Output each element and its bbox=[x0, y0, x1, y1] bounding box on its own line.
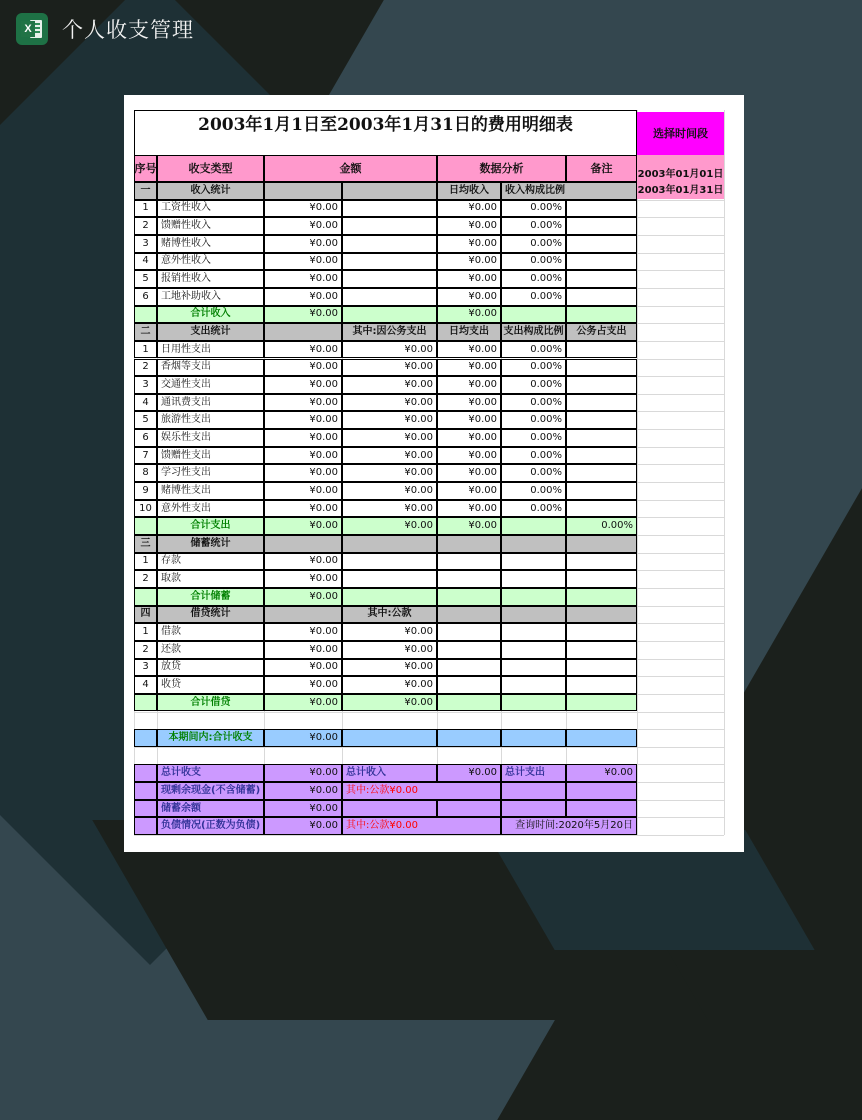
expense-type-cell[interactable]: 学习性支出 bbox=[157, 464, 264, 482]
gridline bbox=[134, 835, 724, 836]
note-cell[interactable] bbox=[566, 217, 637, 235]
cell[interactable] bbox=[566, 659, 637, 677]
public-amount-cell[interactable]: ¥0.00 bbox=[342, 447, 437, 465]
amount-cell[interactable]: ¥0.00 bbox=[264, 253, 342, 271]
cell[interactable] bbox=[264, 182, 342, 200]
excel-icon: X bbox=[16, 13, 48, 45]
expense-type-cell[interactable]: 交通性支出 bbox=[157, 376, 264, 394]
cell[interactable] bbox=[501, 517, 566, 535]
cell[interactable] bbox=[437, 729, 501, 747]
sheet-title[interactable]: 2003年1月1日至2003年1月31日的费用明细表 bbox=[134, 110, 637, 155]
cell[interactable] bbox=[566, 606, 637, 624]
note-cell[interactable] bbox=[566, 394, 637, 412]
income-type-cell[interactable]: 工资性收入 bbox=[157, 200, 264, 218]
row-number: 3 bbox=[134, 235, 157, 253]
total-amount[interactable]: ¥0.00 bbox=[264, 306, 342, 324]
row-number: 7 bbox=[134, 447, 157, 465]
ratio-cell[interactable]: 0.00% bbox=[501, 341, 566, 359]
expense-type-cell[interactable]: 赌博性支出 bbox=[157, 482, 264, 500]
note-cell[interactable] bbox=[566, 359, 637, 377]
section-no: 二 bbox=[134, 323, 157, 341]
title-bar bbox=[16, 12, 194, 46]
expense-type-cell[interactable]: 旅游性支出 bbox=[157, 411, 264, 429]
section-no: 三 bbox=[134, 535, 157, 553]
cell[interactable] bbox=[566, 553, 637, 571]
cell[interactable] bbox=[566, 570, 637, 588]
ratio-cell[interactable]: 0.00% bbox=[501, 464, 566, 482]
col-header-public: 其中:公款 bbox=[342, 606, 437, 624]
row-number: 2 bbox=[134, 570, 157, 588]
public-amount-cell[interactable]: ¥0.00 bbox=[342, 376, 437, 394]
cash-amount[interactable]: ¥0.00 bbox=[264, 782, 342, 800]
col-header-public: 其中:因公务支出 bbox=[342, 323, 437, 341]
cell[interactable] bbox=[437, 676, 501, 694]
row-number: 2 bbox=[134, 359, 157, 377]
daily-cell[interactable]: ¥0.00 bbox=[437, 359, 501, 377]
cell[interactable] bbox=[342, 570, 437, 588]
ratio-cell[interactable]: 0.00% bbox=[501, 411, 566, 429]
savings-type-cell[interactable]: 取款 bbox=[157, 570, 264, 588]
gridline bbox=[134, 712, 724, 713]
note-cell[interactable] bbox=[566, 429, 637, 447]
period-start-date[interactable]: 2003年01月01日 bbox=[637, 168, 724, 180]
cell[interactable] bbox=[437, 553, 501, 571]
row-number: 4 bbox=[134, 676, 157, 694]
public-amount-cell[interactable]: ¥0.00 bbox=[342, 429, 437, 447]
total-daily[interactable]: ¥0.00 bbox=[437, 517, 501, 535]
note-cell[interactable] bbox=[566, 500, 637, 518]
cell[interactable] bbox=[134, 694, 157, 712]
amount-cell[interactable]: ¥0.00 bbox=[264, 288, 342, 306]
cell[interactable] bbox=[134, 588, 157, 606]
ratio-cell[interactable]: 0.00% bbox=[501, 217, 566, 235]
public-amount-cell[interactable]: ¥0.00 bbox=[342, 641, 437, 659]
amount-cell[interactable]: ¥0.00 bbox=[264, 235, 342, 253]
expense-type-cell[interactable]: 意外性支出 bbox=[157, 500, 264, 518]
income-type-cell[interactable]: 报销性收入 bbox=[157, 270, 264, 288]
public-amount-cell[interactable]: ¥0.00 bbox=[342, 482, 437, 500]
total-public[interactable]: ¥0.00 bbox=[342, 517, 437, 535]
period-end-date[interactable]: 2003年01月31日 bbox=[637, 183, 724, 199]
cell[interactable] bbox=[342, 253, 437, 271]
note-cell[interactable] bbox=[566, 411, 637, 429]
header-analysis: 数据分析 bbox=[437, 155, 566, 182]
note-cell[interactable] bbox=[566, 447, 637, 465]
row-number: 1 bbox=[134, 553, 157, 571]
public-amount-cell[interactable]: ¥0.00 bbox=[342, 394, 437, 412]
ratio-cell[interactable]: 0.00% bbox=[501, 500, 566, 518]
cell[interactable] bbox=[501, 606, 566, 624]
note-cell[interactable] bbox=[566, 200, 637, 218]
total-public-ratio[interactable]: 0.00% bbox=[566, 517, 637, 535]
period-selector-button[interactable]: 选择时间段 bbox=[637, 112, 724, 155]
cell[interactable] bbox=[566, 676, 637, 694]
cell[interactable] bbox=[437, 694, 501, 712]
cell[interactable] bbox=[566, 729, 637, 747]
total-label: 合计支出 bbox=[157, 517, 264, 535]
cell[interactable] bbox=[264, 323, 342, 341]
daily-cell[interactable]: ¥0.00 bbox=[437, 500, 501, 518]
daily-cell[interactable]: ¥0.00 bbox=[437, 394, 501, 412]
amount-cell[interactable]: ¥0.00 bbox=[264, 500, 342, 518]
cash-label: 现剩余现金(不含储蓄) bbox=[157, 782, 264, 800]
daily-cell[interactable]: ¥0.00 bbox=[437, 217, 501, 235]
amount-cell[interactable]: ¥0.00 bbox=[264, 429, 342, 447]
amount-cell[interactable]: ¥0.00 bbox=[264, 341, 342, 359]
ratio-cell[interactable]: 0.00% bbox=[501, 482, 566, 500]
cell[interactable] bbox=[134, 729, 157, 747]
cell[interactable] bbox=[134, 517, 157, 535]
col-header-ratio: 支出构成比例 bbox=[501, 323, 566, 341]
amount-cell[interactable]: ¥0.00 bbox=[264, 641, 342, 659]
daily-cell[interactable]: ¥0.00 bbox=[437, 288, 501, 306]
total-amount[interactable]: ¥0.00 bbox=[264, 694, 342, 712]
gridline bbox=[134, 747, 724, 748]
cell[interactable] bbox=[134, 306, 157, 324]
daily-cell[interactable]: ¥0.00 bbox=[437, 464, 501, 482]
cell[interactable] bbox=[342, 535, 437, 553]
amount-cell[interactable]: ¥0.00 bbox=[264, 464, 342, 482]
row-number: 2 bbox=[134, 217, 157, 235]
ratio-cell[interactable]: 0.00% bbox=[501, 447, 566, 465]
section-title: 借贷统计 bbox=[157, 606, 264, 624]
savings-balance-label: 储蓄余额 bbox=[157, 800, 264, 818]
amount-cell[interactable]: ¥0.00 bbox=[264, 200, 342, 218]
cell[interactable] bbox=[134, 764, 157, 782]
spreadsheet bbox=[124, 95, 744, 852]
cell[interactable] bbox=[342, 182, 437, 200]
section-title: 支出统计 bbox=[157, 323, 264, 341]
debt-label: 负债情况(正数为负债) bbox=[157, 817, 264, 835]
cell[interactable] bbox=[501, 535, 566, 553]
row-number: 1 bbox=[134, 623, 157, 641]
amount-cell[interactable]: ¥0.00 bbox=[264, 217, 342, 235]
loan-type-cell[interactable]: 放贷 bbox=[157, 659, 264, 677]
cell[interactable] bbox=[342, 288, 437, 306]
row-number: 4 bbox=[134, 394, 157, 412]
col-header-public-ratio: 公务占支出 bbox=[566, 323, 637, 341]
public-amount-cell[interactable]: ¥0.00 bbox=[342, 623, 437, 641]
note-cell[interactable] bbox=[566, 235, 637, 253]
expense-type-cell[interactable]: 香烟等支出 bbox=[157, 359, 264, 377]
row-number: 1 bbox=[134, 341, 157, 359]
debt-public-note[interactable]: 其中:公款¥0.00 bbox=[342, 817, 501, 835]
cell[interactable] bbox=[437, 623, 501, 641]
public-amount-cell[interactable]: ¥0.00 bbox=[342, 341, 437, 359]
col-header-daily: 日均支出 bbox=[437, 323, 501, 341]
expense-type-cell[interactable]: 日用性支出 bbox=[157, 341, 264, 359]
row-number: 2 bbox=[134, 641, 157, 659]
section-no: 一 bbox=[134, 182, 157, 200]
header-no: 序号 bbox=[134, 155, 157, 182]
summary-income-amount[interactable]: ¥0.00 bbox=[437, 764, 501, 782]
cell[interactable] bbox=[501, 782, 566, 800]
ratio-cell[interactable]: 0.00% bbox=[501, 359, 566, 377]
total-label: 合计借贷 bbox=[157, 694, 264, 712]
ratio-cell[interactable]: 0.00% bbox=[501, 200, 566, 218]
cell[interactable] bbox=[501, 553, 566, 571]
row-number: 5 bbox=[134, 270, 157, 288]
cell[interactable] bbox=[134, 817, 157, 835]
loan-type-cell[interactable]: 还款 bbox=[157, 641, 264, 659]
summary-expense-amount[interactable]: ¥0.00 bbox=[566, 764, 637, 782]
cell[interactable] bbox=[566, 641, 637, 659]
gridline bbox=[637, 110, 638, 835]
expense-type-cell[interactable]: 娱乐性支出 bbox=[157, 429, 264, 447]
public-amount-cell[interactable]: ¥0.00 bbox=[342, 659, 437, 677]
row-number: 3 bbox=[134, 376, 157, 394]
cell[interactable] bbox=[501, 729, 566, 747]
row-number: 6 bbox=[134, 429, 157, 447]
summary-income-label: 总计收入 bbox=[342, 764, 437, 782]
daily-cell[interactable]: ¥0.00 bbox=[437, 200, 501, 218]
cell[interactable] bbox=[342, 588, 437, 606]
note-cell[interactable] bbox=[566, 288, 637, 306]
row-number: 5 bbox=[134, 411, 157, 429]
ratio-cell[interactable]: 0.00% bbox=[501, 376, 566, 394]
col-header-ratio: 收入构成比例 bbox=[501, 182, 637, 200]
loan-type-cell[interactable]: 借款 bbox=[157, 623, 264, 641]
amount-cell[interactable]: ¥0.00 bbox=[264, 482, 342, 500]
summary-expense-label: 总计支出 bbox=[501, 764, 566, 782]
header-type: 收支类型 bbox=[157, 155, 264, 182]
cell[interactable] bbox=[566, 306, 637, 324]
section-title: 收入统计 bbox=[157, 182, 264, 200]
ratio-cell[interactable]: 0.00% bbox=[501, 235, 566, 253]
gridline bbox=[724, 110, 725, 835]
total-public[interactable]: ¥0.00 bbox=[342, 694, 437, 712]
total-label: 合计储蓄 bbox=[157, 588, 264, 606]
cell[interactable] bbox=[342, 270, 437, 288]
row-number: 10 bbox=[134, 500, 157, 518]
cell[interactable] bbox=[501, 306, 566, 324]
cell[interactable] bbox=[134, 782, 157, 800]
summary-total-amount[interactable]: ¥0.00 bbox=[264, 764, 342, 782]
cell[interactable] bbox=[437, 588, 501, 606]
daily-cell[interactable]: ¥0.00 bbox=[437, 411, 501, 429]
cell[interactable] bbox=[501, 641, 566, 659]
cell[interactable] bbox=[501, 694, 566, 712]
cell[interactable] bbox=[437, 535, 501, 553]
header-amount: 金额 bbox=[264, 155, 437, 182]
amount-cell[interactable]: ¥0.00 bbox=[264, 553, 342, 571]
amount-cell[interactable]: ¥0.00 bbox=[264, 411, 342, 429]
income-type-cell[interactable]: 赌博性收入 bbox=[157, 235, 264, 253]
debt-amount[interactable]: ¥0.00 bbox=[264, 817, 342, 835]
ratio-cell[interactable]: 0.00% bbox=[501, 253, 566, 271]
amount-cell[interactable]: ¥0.00 bbox=[264, 447, 342, 465]
public-amount-cell[interactable]: ¥0.00 bbox=[342, 676, 437, 694]
income-type-cell[interactable]: 意外性收入 bbox=[157, 253, 264, 271]
daily-cell[interactable]: ¥0.00 bbox=[437, 482, 501, 500]
note-cell[interactable] bbox=[566, 376, 637, 394]
daily-cell[interactable]: ¥0.00 bbox=[437, 270, 501, 288]
expense-type-cell[interactable]: 通讯费支出 bbox=[157, 394, 264, 412]
cell[interactable] bbox=[437, 570, 501, 588]
cell[interactable] bbox=[566, 782, 637, 800]
cell[interactable] bbox=[566, 800, 637, 818]
ratio-cell[interactable]: 0.00% bbox=[501, 288, 566, 306]
daily-cell[interactable]: ¥0.00 bbox=[437, 376, 501, 394]
cell[interactable] bbox=[342, 553, 437, 571]
cell[interactable] bbox=[501, 570, 566, 588]
cell[interactable] bbox=[342, 729, 437, 747]
expense-type-cell[interactable]: 馈赠性支出 bbox=[157, 447, 264, 465]
amount-cell[interactable]: ¥0.00 bbox=[264, 570, 342, 588]
cell[interactable] bbox=[501, 800, 566, 818]
total-amount[interactable]: ¥0.00 bbox=[264, 517, 342, 535]
row-number: 1 bbox=[134, 200, 157, 218]
cell[interactable] bbox=[437, 800, 501, 818]
cell[interactable] bbox=[264, 535, 342, 553]
ratio-cell[interactable]: 0.00% bbox=[501, 394, 566, 412]
amount-cell[interactable]: ¥0.00 bbox=[264, 376, 342, 394]
row-number: 3 bbox=[134, 659, 157, 677]
loan-type-cell[interactable]: 收贷 bbox=[157, 676, 264, 694]
cell[interactable] bbox=[342, 800, 437, 818]
cell[interactable] bbox=[566, 623, 637, 641]
col-header-daily: 日均收入 bbox=[437, 182, 501, 200]
cell[interactable] bbox=[501, 588, 566, 606]
summary-total-label: 总计收支 bbox=[157, 764, 264, 782]
row-number: 9 bbox=[134, 482, 157, 500]
query-time: 查询时间:2020年5月20日 bbox=[501, 817, 637, 835]
cash-public-note[interactable]: 其中:公款¥0.00 bbox=[342, 782, 501, 800]
amount-cell[interactable]: ¥0.00 bbox=[264, 270, 342, 288]
amount-cell[interactable]: ¥0.00 bbox=[264, 623, 342, 641]
income-type-cell[interactable]: 工地补助收入 bbox=[157, 288, 264, 306]
period-total-amount[interactable]: ¥0.00 bbox=[264, 729, 342, 747]
daily-cell[interactable]: ¥0.00 bbox=[437, 341, 501, 359]
public-amount-cell[interactable]: ¥0.00 bbox=[342, 464, 437, 482]
total-daily[interactable]: ¥0.00 bbox=[437, 306, 501, 324]
public-amount-cell[interactable]: ¥0.00 bbox=[342, 500, 437, 518]
ratio-cell[interactable]: 0.00% bbox=[501, 270, 566, 288]
income-type-cell[interactable]: 馈赠性收入 bbox=[157, 217, 264, 235]
cell[interactable] bbox=[566, 694, 637, 712]
daily-cell[interactable]: ¥0.00 bbox=[437, 253, 501, 271]
app-title: 个人收支管理 bbox=[62, 18, 194, 42]
total-amount[interactable]: ¥0.00 bbox=[264, 588, 342, 606]
period-total-label: 本期间内:合计收支 bbox=[157, 729, 264, 747]
cell[interactable] bbox=[342, 235, 437, 253]
amount-cell[interactable]: ¥0.00 bbox=[264, 676, 342, 694]
cell[interactable] bbox=[342, 306, 437, 324]
section-no: 四 bbox=[134, 606, 157, 624]
savings-balance-amount[interactable]: ¥0.00 bbox=[264, 800, 342, 818]
cell[interactable] bbox=[566, 535, 637, 553]
ratio-cell[interactable]: 0.00% bbox=[501, 429, 566, 447]
cell[interactable] bbox=[342, 217, 437, 235]
amount-cell[interactable]: ¥0.00 bbox=[264, 359, 342, 377]
note-cell[interactable] bbox=[566, 270, 637, 288]
row-number: 8 bbox=[134, 464, 157, 482]
savings-type-cell[interactable]: 存款 bbox=[157, 553, 264, 571]
amount-cell[interactable]: ¥0.00 bbox=[264, 659, 342, 677]
cell[interactable] bbox=[501, 659, 566, 677]
daily-cell[interactable]: ¥0.00 bbox=[437, 429, 501, 447]
public-amount-cell[interactable]: ¥0.00 bbox=[342, 359, 437, 377]
daily-cell[interactable]: ¥0.00 bbox=[437, 447, 501, 465]
section-title: 储蓄统计 bbox=[157, 535, 264, 553]
note-cell[interactable] bbox=[566, 253, 637, 271]
cell[interactable] bbox=[437, 606, 501, 624]
public-amount-cell[interactable]: ¥0.00 bbox=[342, 411, 437, 429]
amount-cell[interactable]: ¥0.00 bbox=[264, 394, 342, 412]
daily-cell[interactable]: ¥0.00 bbox=[437, 235, 501, 253]
cell[interactable] bbox=[501, 623, 566, 641]
cell[interactable] bbox=[134, 800, 157, 818]
note-cell[interactable] bbox=[566, 464, 637, 482]
header-note: 备注 bbox=[566, 155, 637, 182]
cell[interactable] bbox=[342, 200, 437, 218]
cell[interactable] bbox=[437, 659, 501, 677]
row-number: 6 bbox=[134, 288, 157, 306]
row-number: 4 bbox=[134, 253, 157, 271]
cell[interactable] bbox=[501, 676, 566, 694]
note-cell[interactable] bbox=[566, 341, 637, 359]
total-label: 合计收入 bbox=[157, 306, 264, 324]
cell[interactable] bbox=[437, 641, 501, 659]
cell[interactable] bbox=[264, 606, 342, 624]
note-cell[interactable] bbox=[566, 482, 637, 500]
cell[interactable] bbox=[566, 588, 637, 606]
